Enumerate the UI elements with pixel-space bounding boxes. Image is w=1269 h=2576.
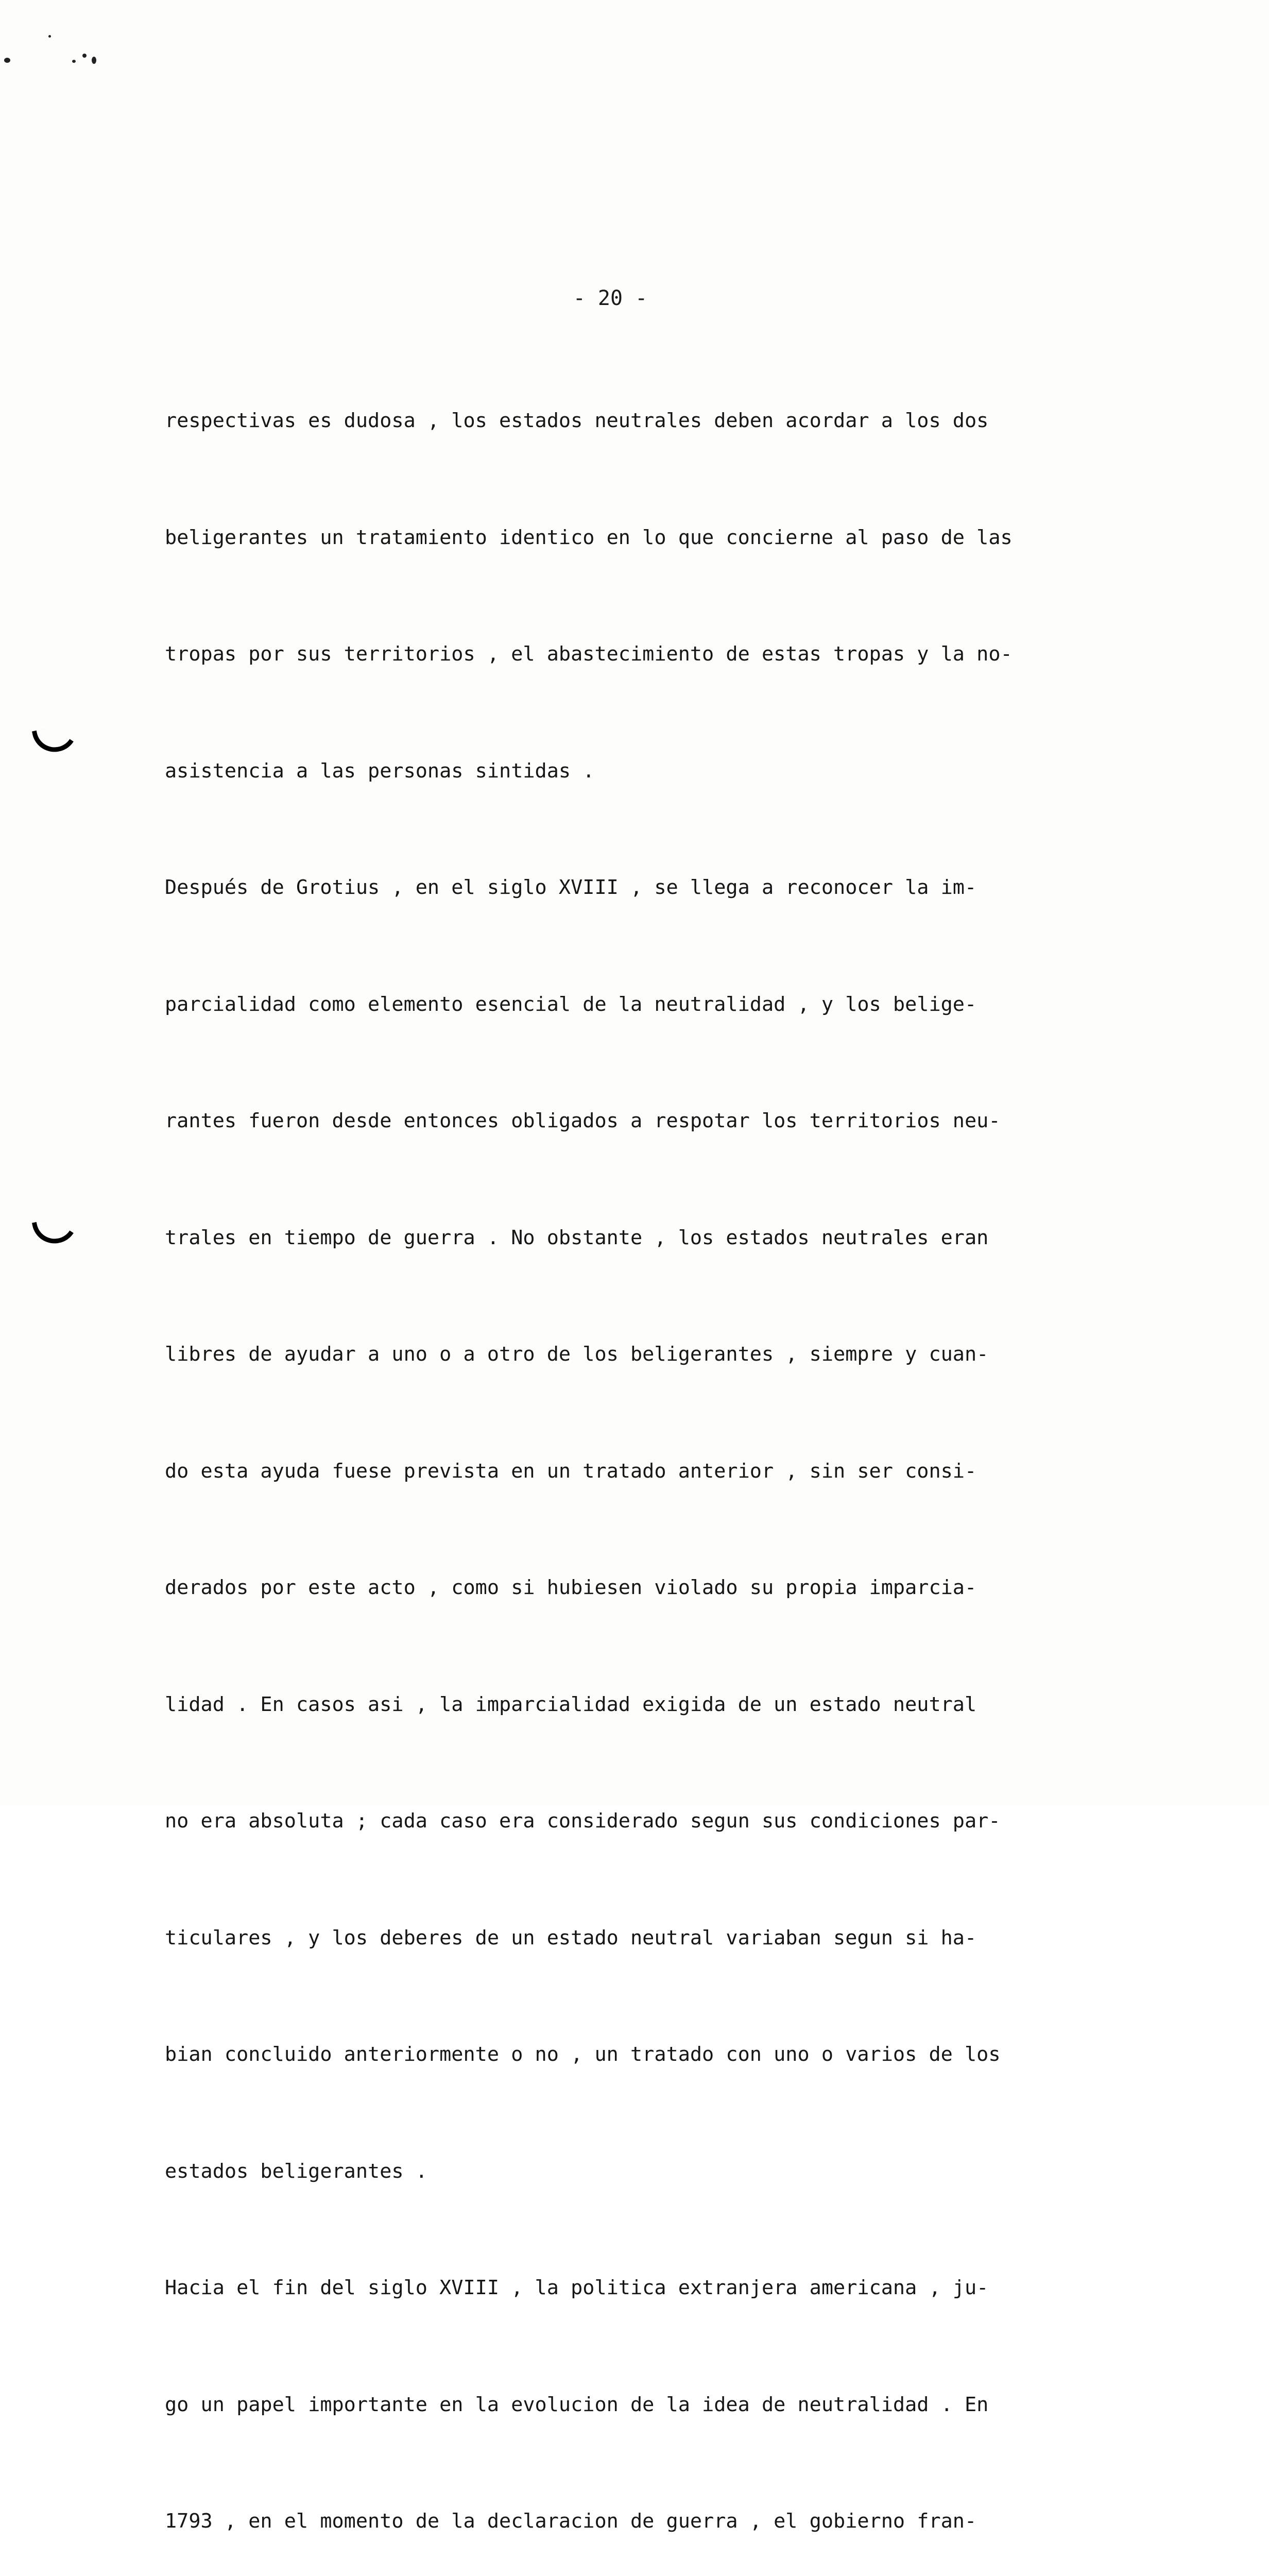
page-number: - 20 - [573,286,648,310]
text-line: parcialidad como elemento esencial de la neutralidad , y los belige- [165,992,977,1016]
text-line: bian concluido anteriormente o no , un tratado con uno o varios de los [165,2043,1001,2066]
scan-speck [4,58,10,63]
scan-speck [72,60,76,63]
text-line: Después de Grotius , en el siglo XVIII , se llega a reconocer la im- [165,876,977,899]
text-line: asistencia a las personas sintidas . [165,759,595,783]
scan-speck [48,35,51,38]
binder-hole-mark [32,1213,81,1247]
text-line: 1793 , en el momento de la declaracion de guerra , el gobierno fran- [165,2510,977,2533]
text-line: tropas por sus territorios , el abastecimiento de estas tropas y la no- [165,642,1013,666]
text-line: lidad . En casos asi , la imparcialidad exigida de un estado neutral [165,1692,977,1716]
text-line: beligerantes un tratamiento identico en lo que concierne al paso de las [165,526,1013,549]
body-text [165,324,1164,2576]
text-line: no era absoluta ; cada caso era considerado segun sus condiciones par- [165,1809,1001,1833]
text-line: Hacia el fin del siglo XVIII , la politica extranjera americana , ju- [165,2276,989,2299]
binder-hole-mark [32,722,81,756]
text-line: go un papel importante en la evolucion de la idea de neutralidad . En [165,2393,989,2416]
text-line: estados beligerantes . [165,2159,427,2183]
text-line: trales en tiempo de guerra . No obstante , los estados neutrales eran [165,1226,989,1249]
text-line: libres de ayudar a uno o a otro de los beligerantes , siempre y cuan- [165,1343,989,1366]
text-line: rantes fueron desde entonces obligados a respotar los territorios neu- [165,1109,1001,1132]
text-line: do esta ayuda fuese prevista en un tratado anterior , sin ser consi- [165,1459,977,1483]
scan-speck [82,54,87,58]
scan-speck [92,57,96,64]
text-line: ticulares , y los deberes de un estado neutral variaban segun si ha- [165,1926,977,1950]
text-line: derados por este acto , como si hubiesen violado su propia imparcia- [165,1576,977,1599]
text-line: respectivas es dudosa , los estados neutrales deben acordar a los dos [165,409,989,432]
